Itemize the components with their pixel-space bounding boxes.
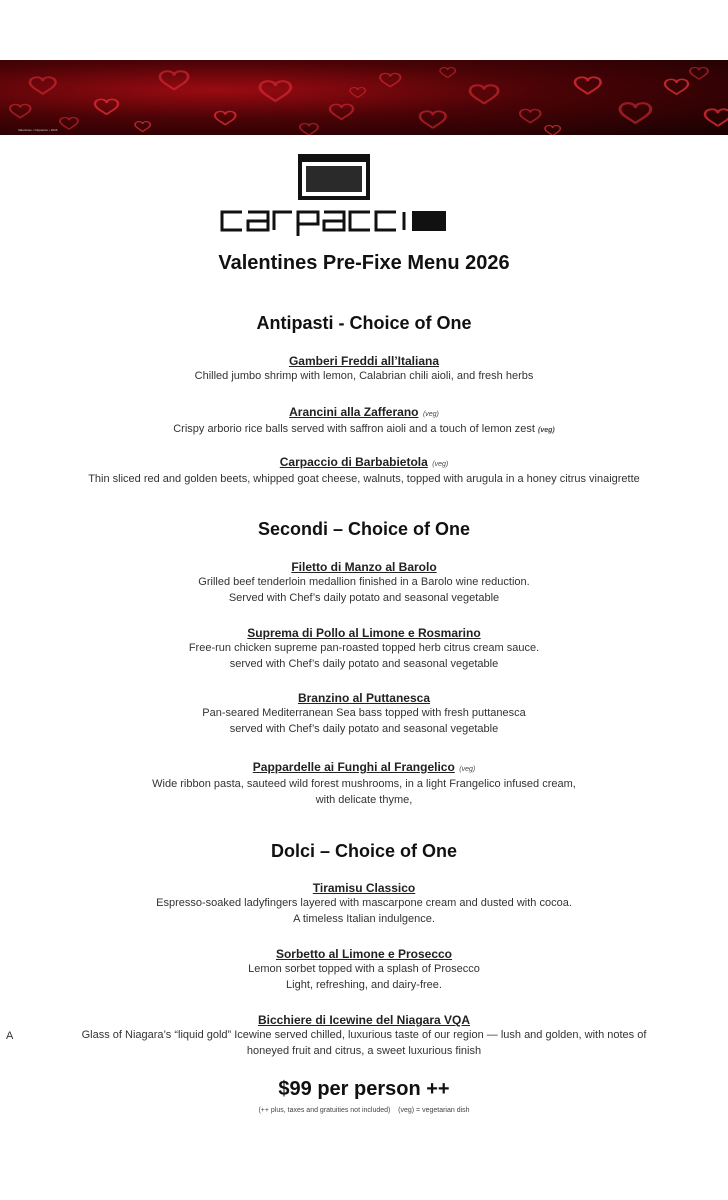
heart-shape [330, 104, 353, 119]
heart-shape [575, 77, 601, 94]
price: $99 per person ++ [278, 1078, 450, 1100]
dish-pappardelle [0, 758, 728, 808]
heart-shape [665, 79, 688, 94]
dish-description: Espresso-soaked ladyfingers layered with mascarpone cream and dusted with cocoa. [156, 897, 572, 909]
dish-name: Tiramisu Classico [312, 881, 416, 895]
heart-shape [135, 122, 150, 132]
veg-tag: (veg) [459, 766, 476, 773]
heart-shape [95, 99, 118, 114]
dish-filetto [0, 560, 728, 606]
heart-shape [60, 118, 78, 130]
dish-suprema-pollo [0, 626, 728, 672]
dish-description: Lemon sorbet topped with a splash of Prosecco [248, 963, 480, 975]
dish-description: served with Chef’s daily potato and seasonal vegetable [229, 723, 499, 735]
hearts-banner [0, 60, 728, 135]
heart-shape [420, 111, 446, 128]
veg-tag: (veg) [422, 411, 439, 418]
dish-description: Glass of Niagara’s “liquid gold” Icewine served chilled, luxurious taste of our region — lush and golden, with notes of [81, 1029, 647, 1041]
dish-description: Thin sliced red and golden beets, whipped goat cheese, walnuts, topped with arugula in a honey citrus vinaigrette [88, 473, 640, 485]
icewine-lead-letter: A [6, 1030, 14, 1042]
dish-carpaccio-barbabietola [0, 453, 728, 487]
dish-description: Pan-seared Mediterranean Sea bass topped with fresh puttanesca [202, 707, 526, 719]
hearts-pattern-icon [0, 60, 728, 135]
menu-title: Valentines Pre-Fixe Menu 2026 [218, 252, 510, 274]
veg-tag: (veg) [432, 461, 449, 468]
dish-name: Pappardelle ai Funghi al Frangelico [252, 760, 455, 774]
carpaccio-logo [220, 152, 450, 236]
dish-name: Suprema di Pollo al Limone e Rosmarino [247, 626, 481, 640]
heart-shape [260, 81, 291, 102]
heart-shape [30, 77, 56, 94]
dish-description: Served with Chef’s daily potato and seasonal vegetable [228, 592, 500, 604]
dish-description: with delicate thyme, [315, 794, 413, 806]
heart-shape [470, 85, 498, 104]
dish-description: Free-run chicken supreme pan-roasted topped herb citrus cream sauce. [188, 642, 540, 654]
dish-name: Filetto di Manzo al Barolo [291, 560, 437, 574]
heart-shape [690, 68, 708, 80]
heart-shape [620, 103, 651, 124]
section-title-antipasti: Antipasti - Choice of One [256, 313, 472, 333]
dish-name: Sorbetto al Limone e Prosecco [275, 947, 453, 961]
heart-shape [215, 111, 235, 125]
dish-description: Grilled beef tenderloin medallion finished in a Barolo wine reduction. [198, 576, 530, 588]
dish-branzino [0, 691, 728, 737]
dish-name: Arancini alla Zafferano [289, 405, 419, 419]
heart-shape [160, 71, 188, 90]
dish-description: served with Chef’s daily potato and seasonal vegetable [229, 658, 499, 670]
dish-name: Bicchiere di Icewine del Niagara VQA [257, 1013, 471, 1027]
heart-shape [300, 124, 318, 135]
heart-shape [440, 68, 455, 78]
dish-description: Light, refreshing, and dairy-free. [286, 979, 442, 991]
section-title-dolci: Dolci – Choice of One [270, 841, 458, 861]
price-fineprint: (++ plus, taxes and gratuities not included) (veg) = vegetarian dish [258, 1107, 470, 1114]
dish-gamberi [0, 354, 728, 384]
dish-description: Crispy arborio rice balls served with saffron aioli and a touch of lemon zest [173, 423, 535, 435]
dish-name: Branzino al Puttanesca [297, 691, 431, 705]
banner-fineprint: Valentines • Carpaccio • 2026 [18, 128, 58, 132]
dish-description: Wide ribbon pasta, sauteed wild forest mushrooms, in a light Frangelico infused cream, [152, 778, 576, 790]
heart-shape [350, 88, 365, 98]
dish-description: honeyed fruit and citrus, a sweet luxurious finish [246, 1045, 482, 1057]
dish-tiramisu [0, 881, 728, 927]
dish-arancini [0, 403, 728, 439]
dish-description: Chilled jumbo shrimp with lemon, Calabrian chili aioli, and fresh herbs [194, 370, 534, 382]
dish-description: A timeless Italian indulgence. [293, 913, 435, 925]
heart-shape [705, 109, 728, 126]
heart-shape [10, 104, 30, 118]
dish-name: Gamberi Freddi all’Italiana [288, 354, 440, 368]
section-title-secondi: Secondi – Choice of One [257, 519, 471, 539]
heart-shape [520, 109, 540, 123]
dish-sorbetto [0, 947, 728, 993]
heart-shape [545, 126, 560, 135]
dish-icewine [0, 1013, 728, 1059]
veg-tag: (veg) [538, 427, 555, 434]
heart-shape [380, 73, 400, 87]
carpaccio-logo-icon [220, 152, 450, 236]
dish-name: Carpaccio di Barbabietola [279, 455, 428, 469]
